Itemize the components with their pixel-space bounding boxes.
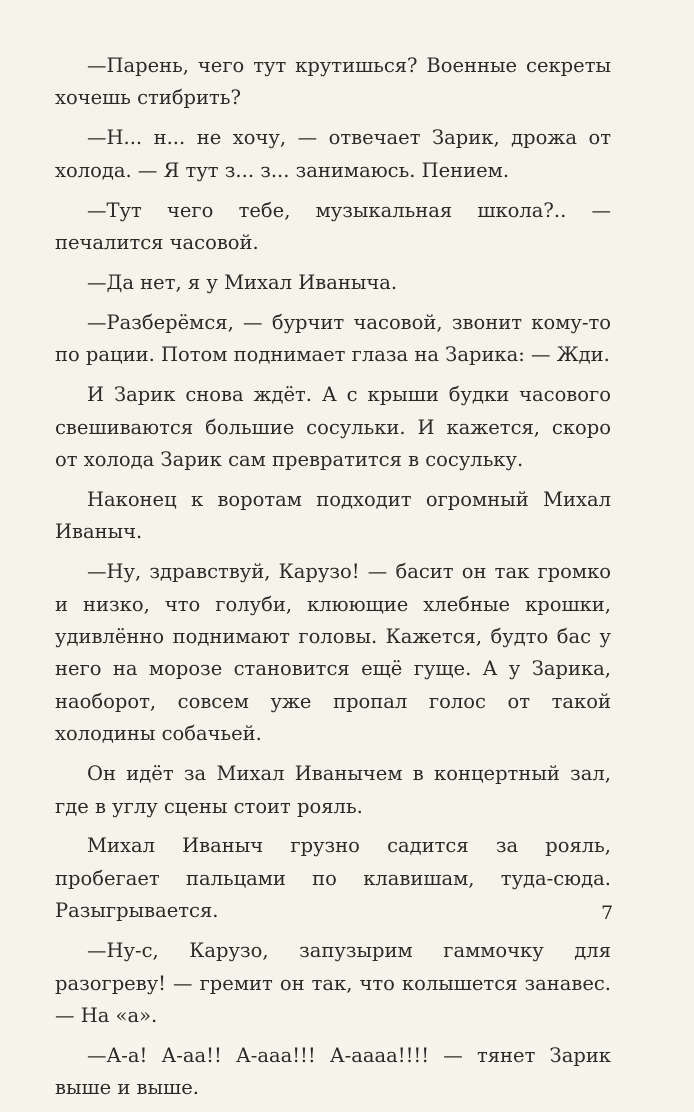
paragraph-8: —Ну, здравствуй, Карузо! — басит он так громко и низко, что голуби, клюющие хлебные крошки, удивлённо поднимают головы. Кажется, будто бас у него на морозе становится ещё гуще. А у Зарика, наоборот, совсем уже пропал голос от такой холодины собачьей. [55, 560, 611, 746]
page-number: 7 [601, 902, 614, 924]
paragraph-9: Он идёт за Михал Иванычем в концертный зал, где в углу сцены стоит рояль. [55, 762, 611, 818]
paragraph-5: —Разберёмся, — бурчит часовой, звонит кому-то по рации. Потом поднимает глаза на Зарика: — Жди. [55, 310, 611, 367]
paragraph-11: —Ну-с, Карузо, запузырим гаммочку для разогреву! — гремит он так, что колышется занавес. — На «а». [55, 939, 611, 1027]
paragraph-3: —Тут чего тебе, музыкальная школа?.. — печалится часовой. [55, 198, 611, 255]
paragraph-7: Наконец к воротам подходит огромный Михал Иваныч. [55, 487, 611, 544]
paragraph-12: —А-а! А-аа!! А-ааа!!! А-аааа!!!! — тянет Зарик выше и выше. [55, 1043, 611, 1100]
paragraph-1: —Парень, чего тут крутишься? Военные секреты хочешь стибрить? [55, 54, 611, 110]
paragraph-10: Михал Иваныч грузно садится за рояль, пробегает пальцами по клавишам, туда-сюда. Разыгрывается. [55, 834, 611, 923]
paragraph-6: И Зарик снова ждёт. А с крыши будки часового свешиваются большие сосульки. И кажется, скоро от холода Зарик сам превратится в сосульку. [55, 383, 611, 471]
page-text [55, 50, 614, 1112]
paragraph-4: —Да нет, я у Михал Иваныча. [87, 270, 398, 294]
paragraph-2: —Н... н... не хочу, — отвечает Зарик, дрожа от холода. — Я тут з... з... занимаюсь. Пением. [55, 126, 611, 182]
